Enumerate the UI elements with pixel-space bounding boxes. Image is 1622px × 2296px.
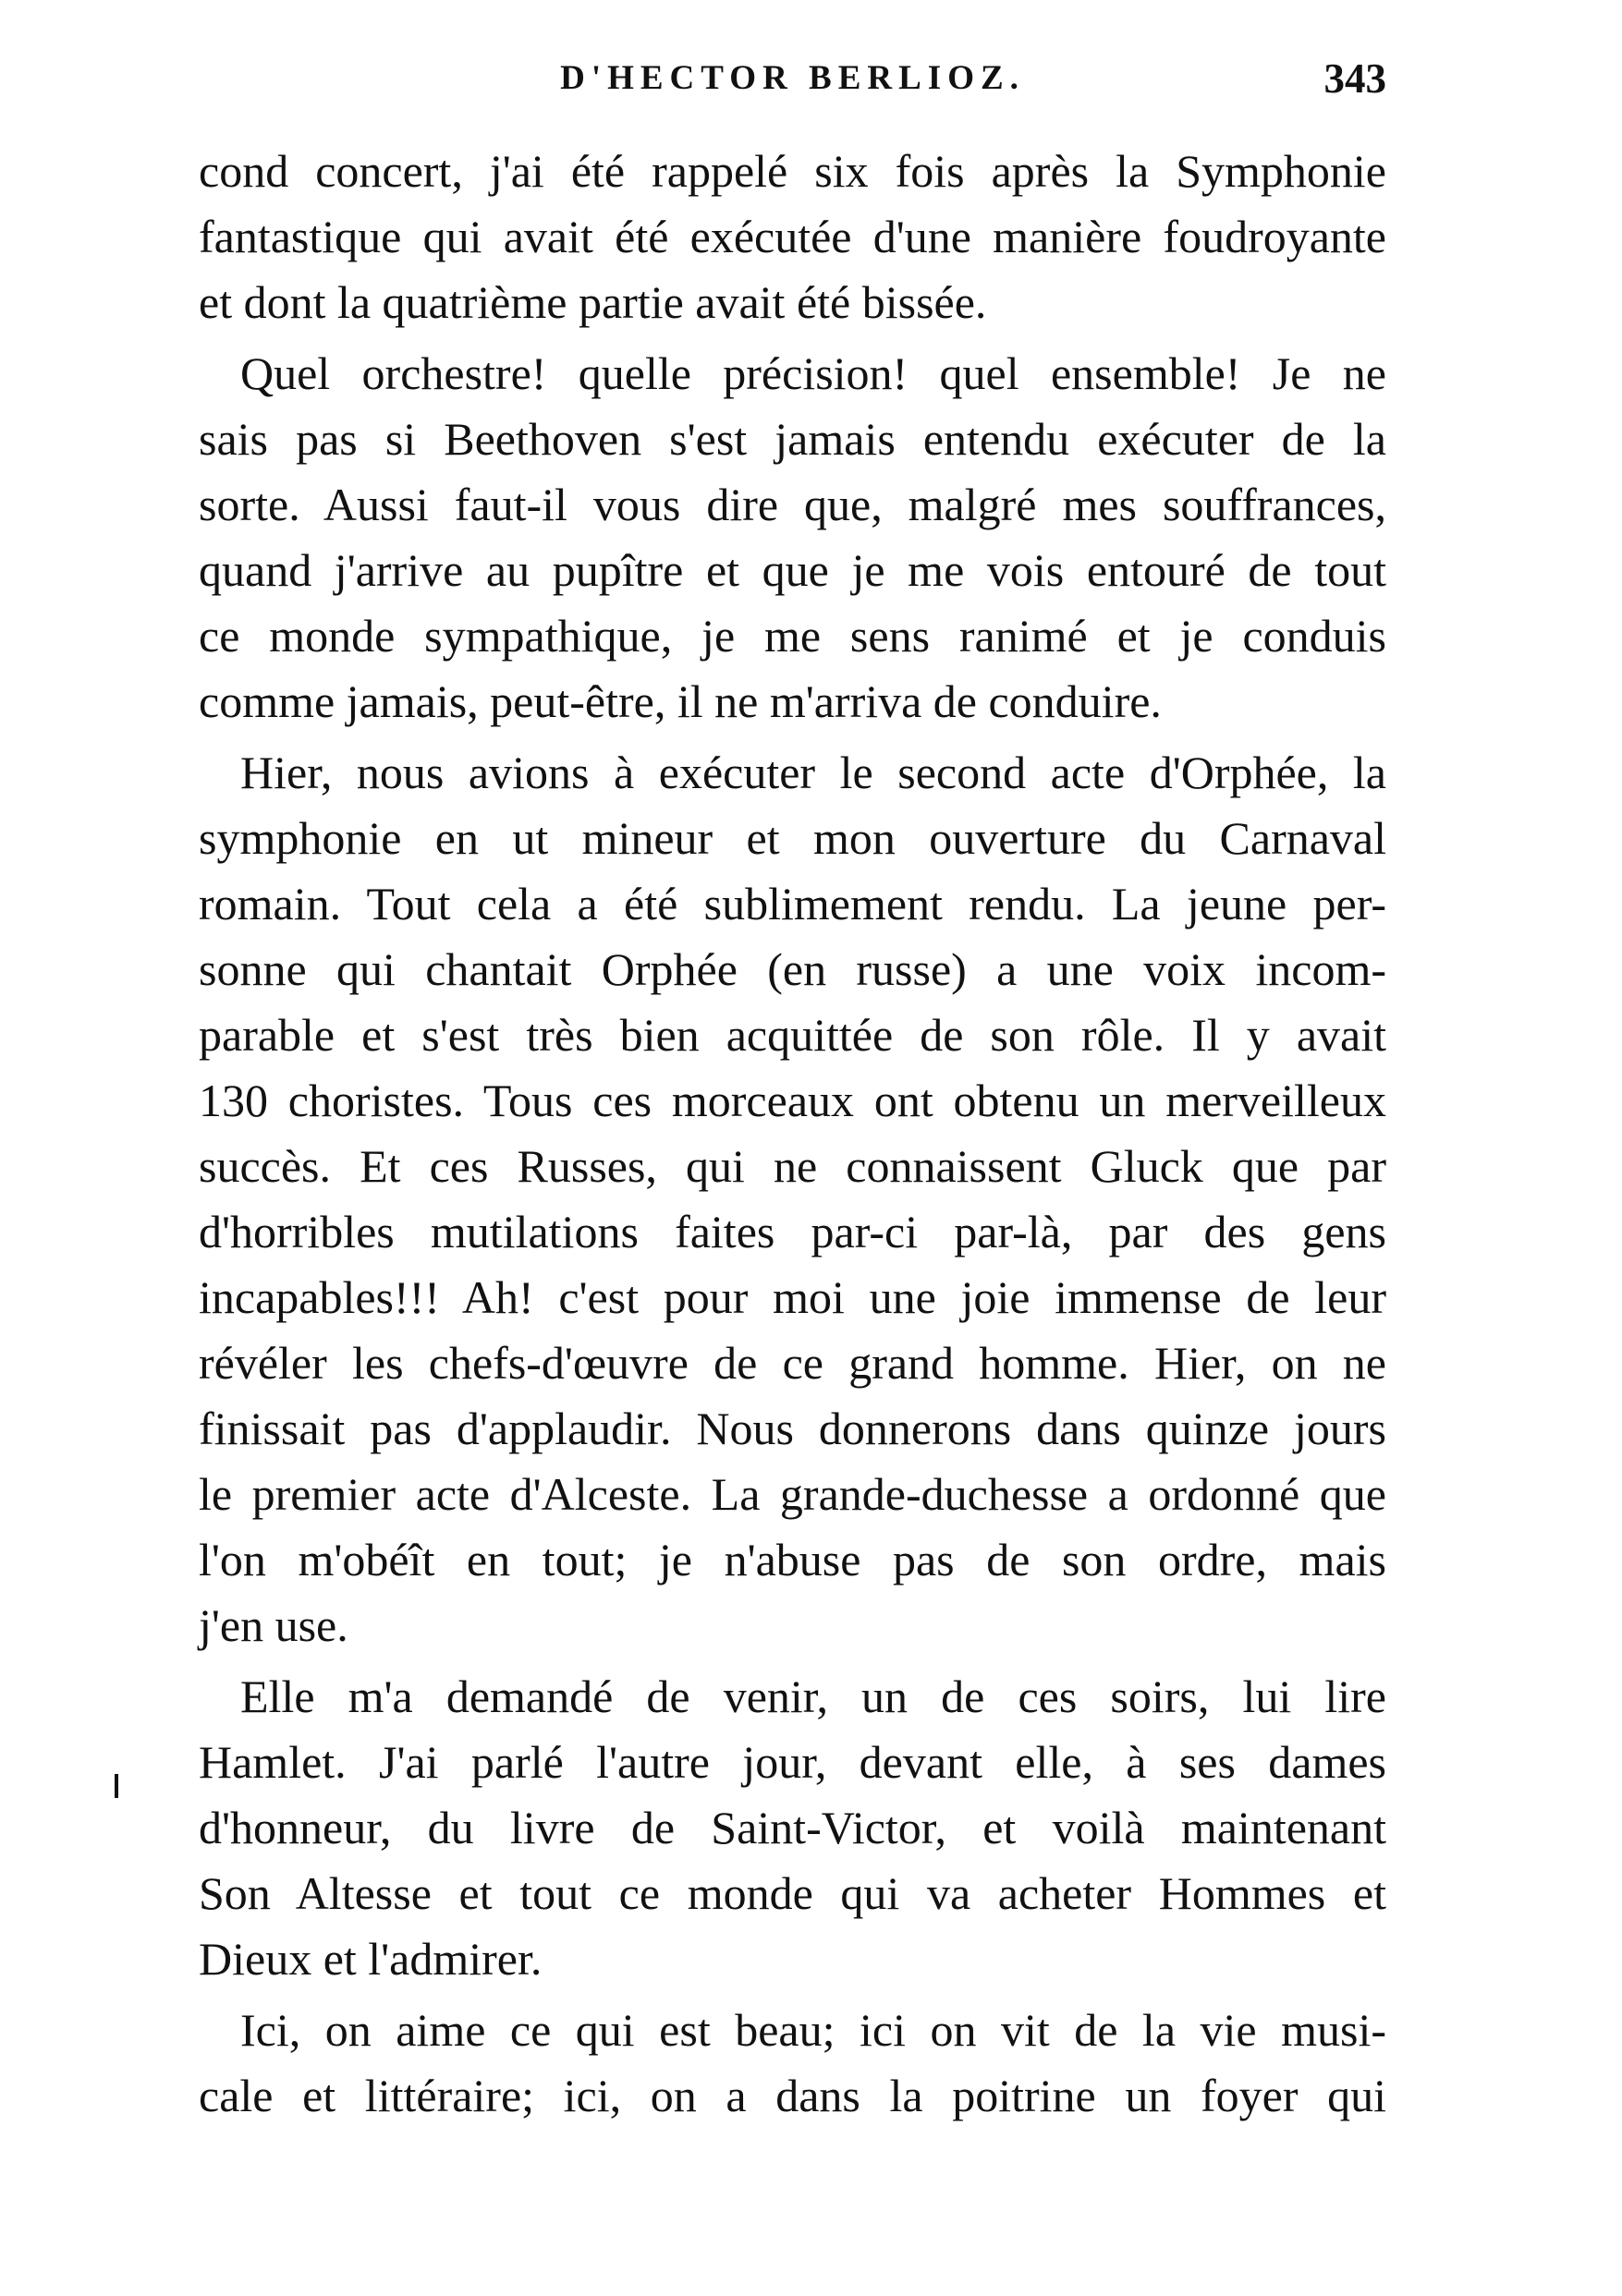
text-line: ce monde sympathique, je me sens ranimé et je conduis bbox=[199, 610, 1386, 662]
paragraph bbox=[199, 139, 1386, 335]
text-line: cond concert, j'ai été rappelé six fois après la Symphonie bbox=[199, 145, 1386, 197]
text-line: j'en use. bbox=[199, 1599, 348, 1651]
text-line: 130 choristes. Tous ces morceaux ont obtenu un merveilleux bbox=[199, 1075, 1386, 1126]
text-line: comme jamais, peut-être, il ne m'arriva de conduire. bbox=[199, 675, 1162, 727]
paragraph bbox=[199, 1664, 1386, 1992]
text-line: d'honneur, du livre de Saint-Victor, et voilà maintenant bbox=[199, 1802, 1386, 1853]
margin-mark bbox=[115, 1774, 118, 1798]
paragraph bbox=[199, 740, 1386, 1658]
running-title: D'HECTOR BERLIOZ. bbox=[560, 59, 1025, 97]
paragraph bbox=[199, 1998, 1386, 2129]
paragraph bbox=[199, 341, 1386, 735]
text-line: d'horribles mutilations faites par-ci par-là, par des gens bbox=[199, 1206, 1386, 1257]
text-line: Son Altesse et tout ce monde qui va acheter Hommes et bbox=[199, 1867, 1386, 1919]
running-head bbox=[199, 51, 1386, 106]
text-line: Ici, on aime ce qui est beau; ici on vit de la vie musi- bbox=[240, 2004, 1386, 2056]
text-line: parable et s'est très bien acquittée de son rôle. Il y avait bbox=[199, 1009, 1386, 1061]
text-line: succès. Et ces Russes, qui ne connaissent Gluck que par bbox=[199, 1140, 1386, 1192]
text-line: et dont la quatrième partie avait été bissée. bbox=[199, 276, 987, 328]
body-text bbox=[199, 139, 1386, 2129]
text-line: Dieux et l'admirer. bbox=[199, 1933, 543, 1985]
text-line: Hamlet. J'ai parlé l'autre jour, devant elle, à ses dames bbox=[199, 1736, 1386, 1788]
text-line: incapables!!! Ah! c'est pour moi une joie immense de leur bbox=[199, 1271, 1386, 1323]
text-line: quand j'arrive au pupître et que je me vois entouré de tout bbox=[199, 544, 1386, 596]
text-line: Hier, nous avions à exécuter le second acte d'Orphée, la bbox=[240, 747, 1386, 798]
text-line: sonne qui chantait Orphée (en russe) a une voix incom- bbox=[199, 943, 1386, 995]
text-line: cale et littéraire; ici, on a dans la poitrine un foyer qui bbox=[199, 2070, 1386, 2121]
text-line: finissait pas d'applaudir. Nous donnerons dans quinze jours bbox=[199, 1403, 1386, 1454]
text-line: révéler les chefs-d'œuvre de ce grand homme. Hier, on ne bbox=[199, 1337, 1386, 1389]
text-line: l'on m'obéît en tout; je n'abuse pas de son ordre, mais bbox=[199, 1534, 1386, 1585]
text-line: symphonie en ut mineur et mon ouverture du Carnaval bbox=[199, 812, 1386, 864]
text-line: le premier acte d'Alceste. La grande-duchesse a ordonné que bbox=[199, 1468, 1386, 1520]
text-line: sorte. Aussi faut-il vous dire que, malgré mes souffrances, bbox=[199, 479, 1386, 530]
text-line: Elle m'a demandé de venir, un de ces soirs, lui lire bbox=[240, 1670, 1386, 1722]
page-number: 343 bbox=[1323, 55, 1386, 102]
text-line: Quel orchestre! quelle précision! quel ensemble! Je ne bbox=[240, 347, 1386, 399]
text-line: fantastique qui avait été exécutée d'une manière foudroyante bbox=[199, 211, 1386, 262]
text-line: romain. Tout cela a été sublimement rendu. La jeune per- bbox=[199, 878, 1386, 929]
text-line: sais pas si Beethoven s'est jamais entendu exécuter de la bbox=[199, 413, 1386, 465]
